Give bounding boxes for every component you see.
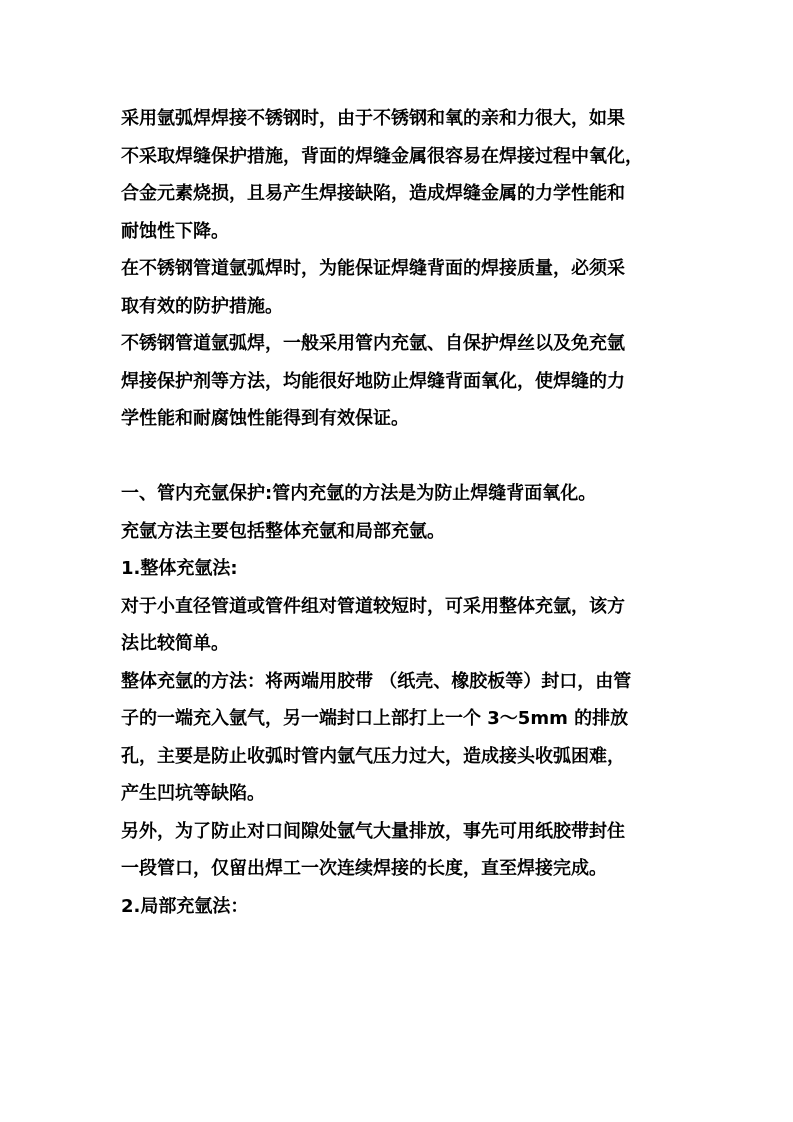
blank-line: [121, 438, 681, 476]
text-line: 学性能和耐腐蚀性能得到有效保证。: [121, 408, 409, 429]
text-line: 整体充氩的方法：将两端用胶带 （纸壳、橡胶板等）封口，由管: [121, 670, 632, 692]
text-line: 法比较简单。: [121, 633, 229, 654]
text-line: 在不锈钢管道氩弧焊时，为能保证焊缝背面的焊接质量，必须采: [121, 258, 625, 279]
text-line: 另外，为了防止对口间隙处氩气大量排放，事先可用纸胶带封住: [121, 820, 625, 842]
text-line: 对于小直径管道或管件组对管道较短时，可采用整体充氩，该方: [121, 595, 625, 617]
section-heading: 一、管内充氩保护:管内充氩的方法是为防止焊缝背面氧化。: [121, 483, 597, 504]
text-line: 取有效的防护措施。: [121, 295, 283, 317]
text-line: 不采取焊缝保护措施，背面的焊缝金属很容易在焊接过程中氧化，: [121, 145, 643, 167]
text-line: 孔，主要是防止收弧时管内氩气压力过大，造成接头收弧困难，: [121, 745, 625, 767]
text-line: 不锈钢管道氩弧焊，一般采用管内充氩、自保护焊丝以及免充氩: [121, 333, 625, 354]
subsection-heading: 1.整体充氩法:: [121, 558, 238, 579]
text-line: 子的一端充入氩气，另一端封口上部打上一个 3～5mm 的排放: [121, 708, 629, 729]
text-line: 一段管口，仅留出焊工一次连续焊接的长度，直至焊接完成。: [121, 858, 607, 879]
text-line: 合金元素烧损，且易产生焊接缺陷，造成焊缝金属的力学性能和: [121, 183, 625, 204]
text-line: 耐蚀性下降。: [121, 220, 229, 242]
text-line: 焊接保护剂等方法，均能很好地防止焊缝背面氧化，使焊缝的力: [121, 370, 625, 392]
document-body: [121, 100, 681, 925]
text-line: 产生凹坑等缺陷。: [121, 783, 265, 804]
text-line: 充氩方法主要包括整体充氩和局部充氩。: [121, 520, 445, 542]
subsection-heading: 2.局部充氩法：: [121, 895, 249, 917]
text-line: 采用氩弧焊焊接不锈钢时，由于不锈钢和氧的亲和力很大，如果: [121, 108, 625, 129]
